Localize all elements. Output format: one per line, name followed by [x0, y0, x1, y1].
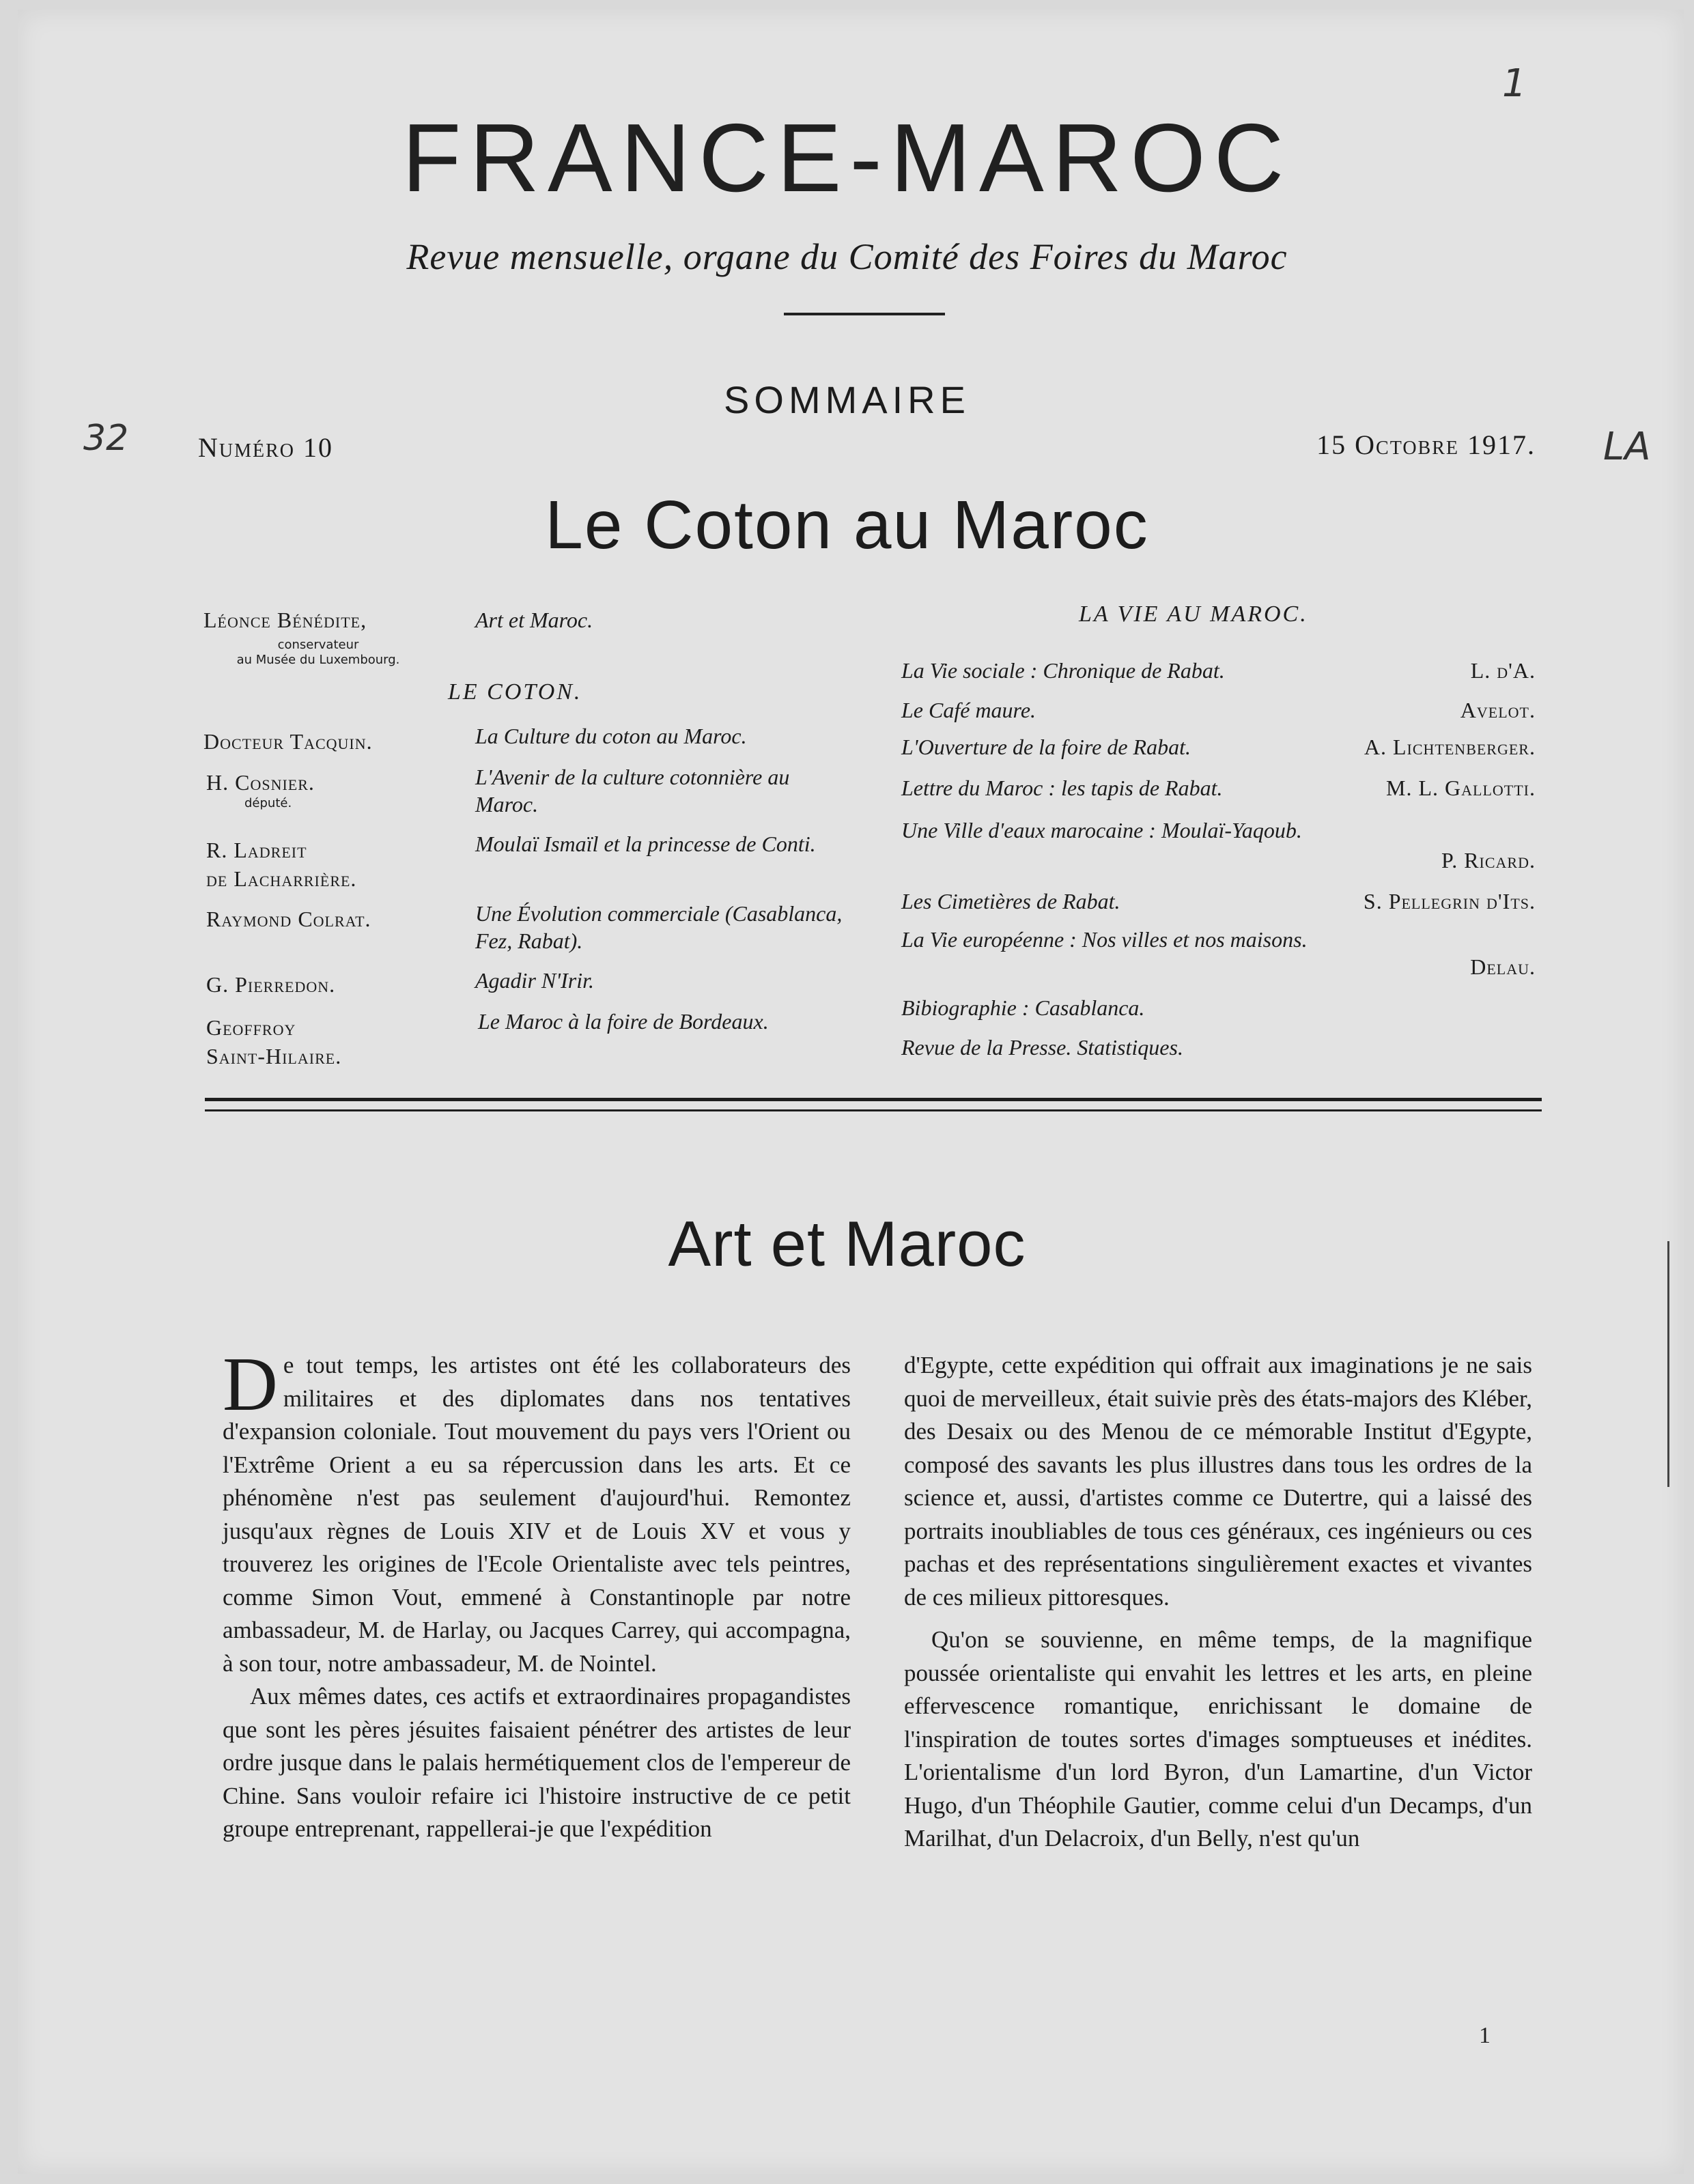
- article-paragraph: [223, 1342, 851, 1680]
- toc-author: Delau.: [1470, 954, 1536, 979]
- toc-title: Le Café maure.: [901, 698, 1036, 722]
- toc-author: Léonce Bénédite,: [203, 608, 367, 632]
- drop-cap: D: [223, 1342, 278, 1427]
- article-title: Art et Maroc: [668, 1208, 1026, 1279]
- toc-title: Moulaï Ismaïl et la princesse de Conti.: [475, 832, 816, 856]
- article-paragraph: Qu'on se souvienne, en même temps, de la magnifique poussée orientaliste qui envahit les lettres et les arts, en pleine effervescence romantique, enrichissant le domaine de l'inspiration de toutes sortes d'images somptueuses et inédites. L'orientalisme d'un lord Byron, d'un Lamartine, d'un Victor Hugo, d'un Théophile Gautier, comme celui d'un Decamps, d'un Marilhat, d'un Delacroix, d'un Belly, n'est qu'un: [904, 1626, 1532, 1852]
- toc-author: Avelot.: [1460, 698, 1536, 722]
- toc-author: P. Ricard.: [1441, 848, 1536, 873]
- issue-date: 15 Octobre 1917.: [1316, 429, 1536, 460]
- issue-number: Numéro 10: [198, 432, 334, 463]
- toc-section-heading: LE COTON.: [448, 679, 582, 705]
- toc-author: S. Pellegrin d'Its.: [1363, 889, 1536, 913]
- masthead-subtitle: Revue mensuelle, organe du Comité des Foires du Maroc: [406, 236, 1288, 277]
- cover-title: Le Coton au Maroc: [545, 487, 1149, 563]
- toc-title: L'Avenir de la culture cotonnière au Maroc.: [475, 765, 790, 817]
- handwritten-margin-note-right: LA: [1603, 425, 1651, 469]
- article-paragraph: d'Egypte, cette expédition qui offrait aux imaginations je ne sais quoi de merveilleux, était suivie près des états-majors des Kléber, des Desaix ou des Menou de ce mémorable Institut d'Egypte, composé des savants les plus illustres dans tous les ordres de la science et, aussi, d'artistes comme ce Dutertre, qui a laissé des portraits inoubliables de tous ces généraux, ces ingénieurs ou ces pachas et des représentations singulièrement exactes et vivantes de ces milieux pittoresques.: [904, 1352, 1532, 1611]
- toc-author: Geoffroy Saint-Hilaire.: [206, 1015, 342, 1068]
- article-column-right: [904, 1349, 1532, 1856]
- toc-title: Art et Maroc.: [475, 608, 593, 632]
- toc-title: La Culture du coton au Maroc.: [475, 724, 747, 748]
- toc-author: Docteur Tacquin.: [203, 729, 373, 754]
- article-paragraph-text: e tout temps, les artistes ont été les collaborateurs des militaires et des diplomates dans nos tentatives d'expansion coloniale. Tout mouvement du pays vers l'Orient ou l'Extrême Orient a eu sa répercussion dans les arts. Et ce phénomène n'est pas seulement d'aujourd'hui. Remontez jusqu'aux règnes de Louis XIV et de Louis XV et vous y trouverez les origines de l'Ecole Orientaliste avec tels peintres, comme Simon Vout, emmené à Constantinople par notre ambassadeur, M. de Harlay, ou Jacques Carrey, qui accompagna, à son tour, notre ambassadeur, M. de Nointel.: [223, 1352, 851, 1677]
- toc-title: Une Évolution commerciale (Casablanca, Fez, Rabat).: [475, 901, 843, 953]
- toc-author: M. L. Gallotti.: [1386, 776, 1536, 800]
- masthead: FRANCE-MAROC: [401, 104, 1293, 212]
- section-double-rule: [205, 1098, 1542, 1111]
- toc-title: La Vie européenne : Nos villes et nos maisons.: [901, 927, 1308, 952]
- toc-author-note: député.: [244, 796, 292, 810]
- toc-author: H. Cosnier.: [206, 770, 315, 795]
- toc-title: Le Maroc à la foire de Bordeaux.: [478, 1009, 769, 1034]
- page-folio: 1: [1479, 2023, 1491, 2048]
- article-paragraph: Aux mêmes dates, ces actifs et extraordinaires propagandistes que sont les pères jésuites faisaient pénétrer des artistes de leur ordre jusque dans le palais hermétiquement clos de l'empereur de Chine. Sans vouloir refaire ici l'histoire instructive de ce petit groupe entreprenant, rappellerai-je que l'expédition: [223, 1683, 851, 1842]
- toc-section-heading: LA VIE AU MAROC.: [1079, 601, 1308, 627]
- toc-author: L. d'A.: [1470, 658, 1536, 683]
- toc-author: A. Lichtenberger.: [1364, 735, 1536, 759]
- toc-title: Les Cimetières de Rabat.: [901, 889, 1120, 913]
- toc-author: R. Ladreit de Lacharrière.: [206, 838, 357, 891]
- toc-title: L'Ouverture de la foire de Rabat.: [901, 735, 1191, 759]
- toc-title: Agadir N'Irir.: [475, 968, 594, 993]
- toc-author: G. Pierredon.: [206, 972, 336, 997]
- toc-author-note: conservateur au Musée du Luxembourg.: [236, 638, 400, 667]
- toc-title: Lettre du Maroc : les tapis de Rabat.: [901, 776, 1223, 800]
- toc-author: Raymond Colrat.: [206, 907, 371, 931]
- toc-title: Une Ville d'eaux marocaine : Moulaï-Yaqoub.: [901, 818, 1302, 842]
- toc-title: Revue de la Presse. Statistiques.: [901, 1035, 1183, 1060]
- toc-title: Bibiographie : Casablanca.: [901, 995, 1145, 1020]
- toc-title: La Vie sociale : Chronique de Rabat.: [901, 658, 1225, 683]
- handwritten-margin-note-left: 32: [83, 418, 129, 459]
- handwritten-page-number: 1: [1502, 61, 1527, 106]
- sommaire-heading: SOMMAIRE: [724, 378, 970, 421]
- scan-edge-mark: [1667, 1241, 1669, 1487]
- article-column-left: [223, 1342, 851, 1846]
